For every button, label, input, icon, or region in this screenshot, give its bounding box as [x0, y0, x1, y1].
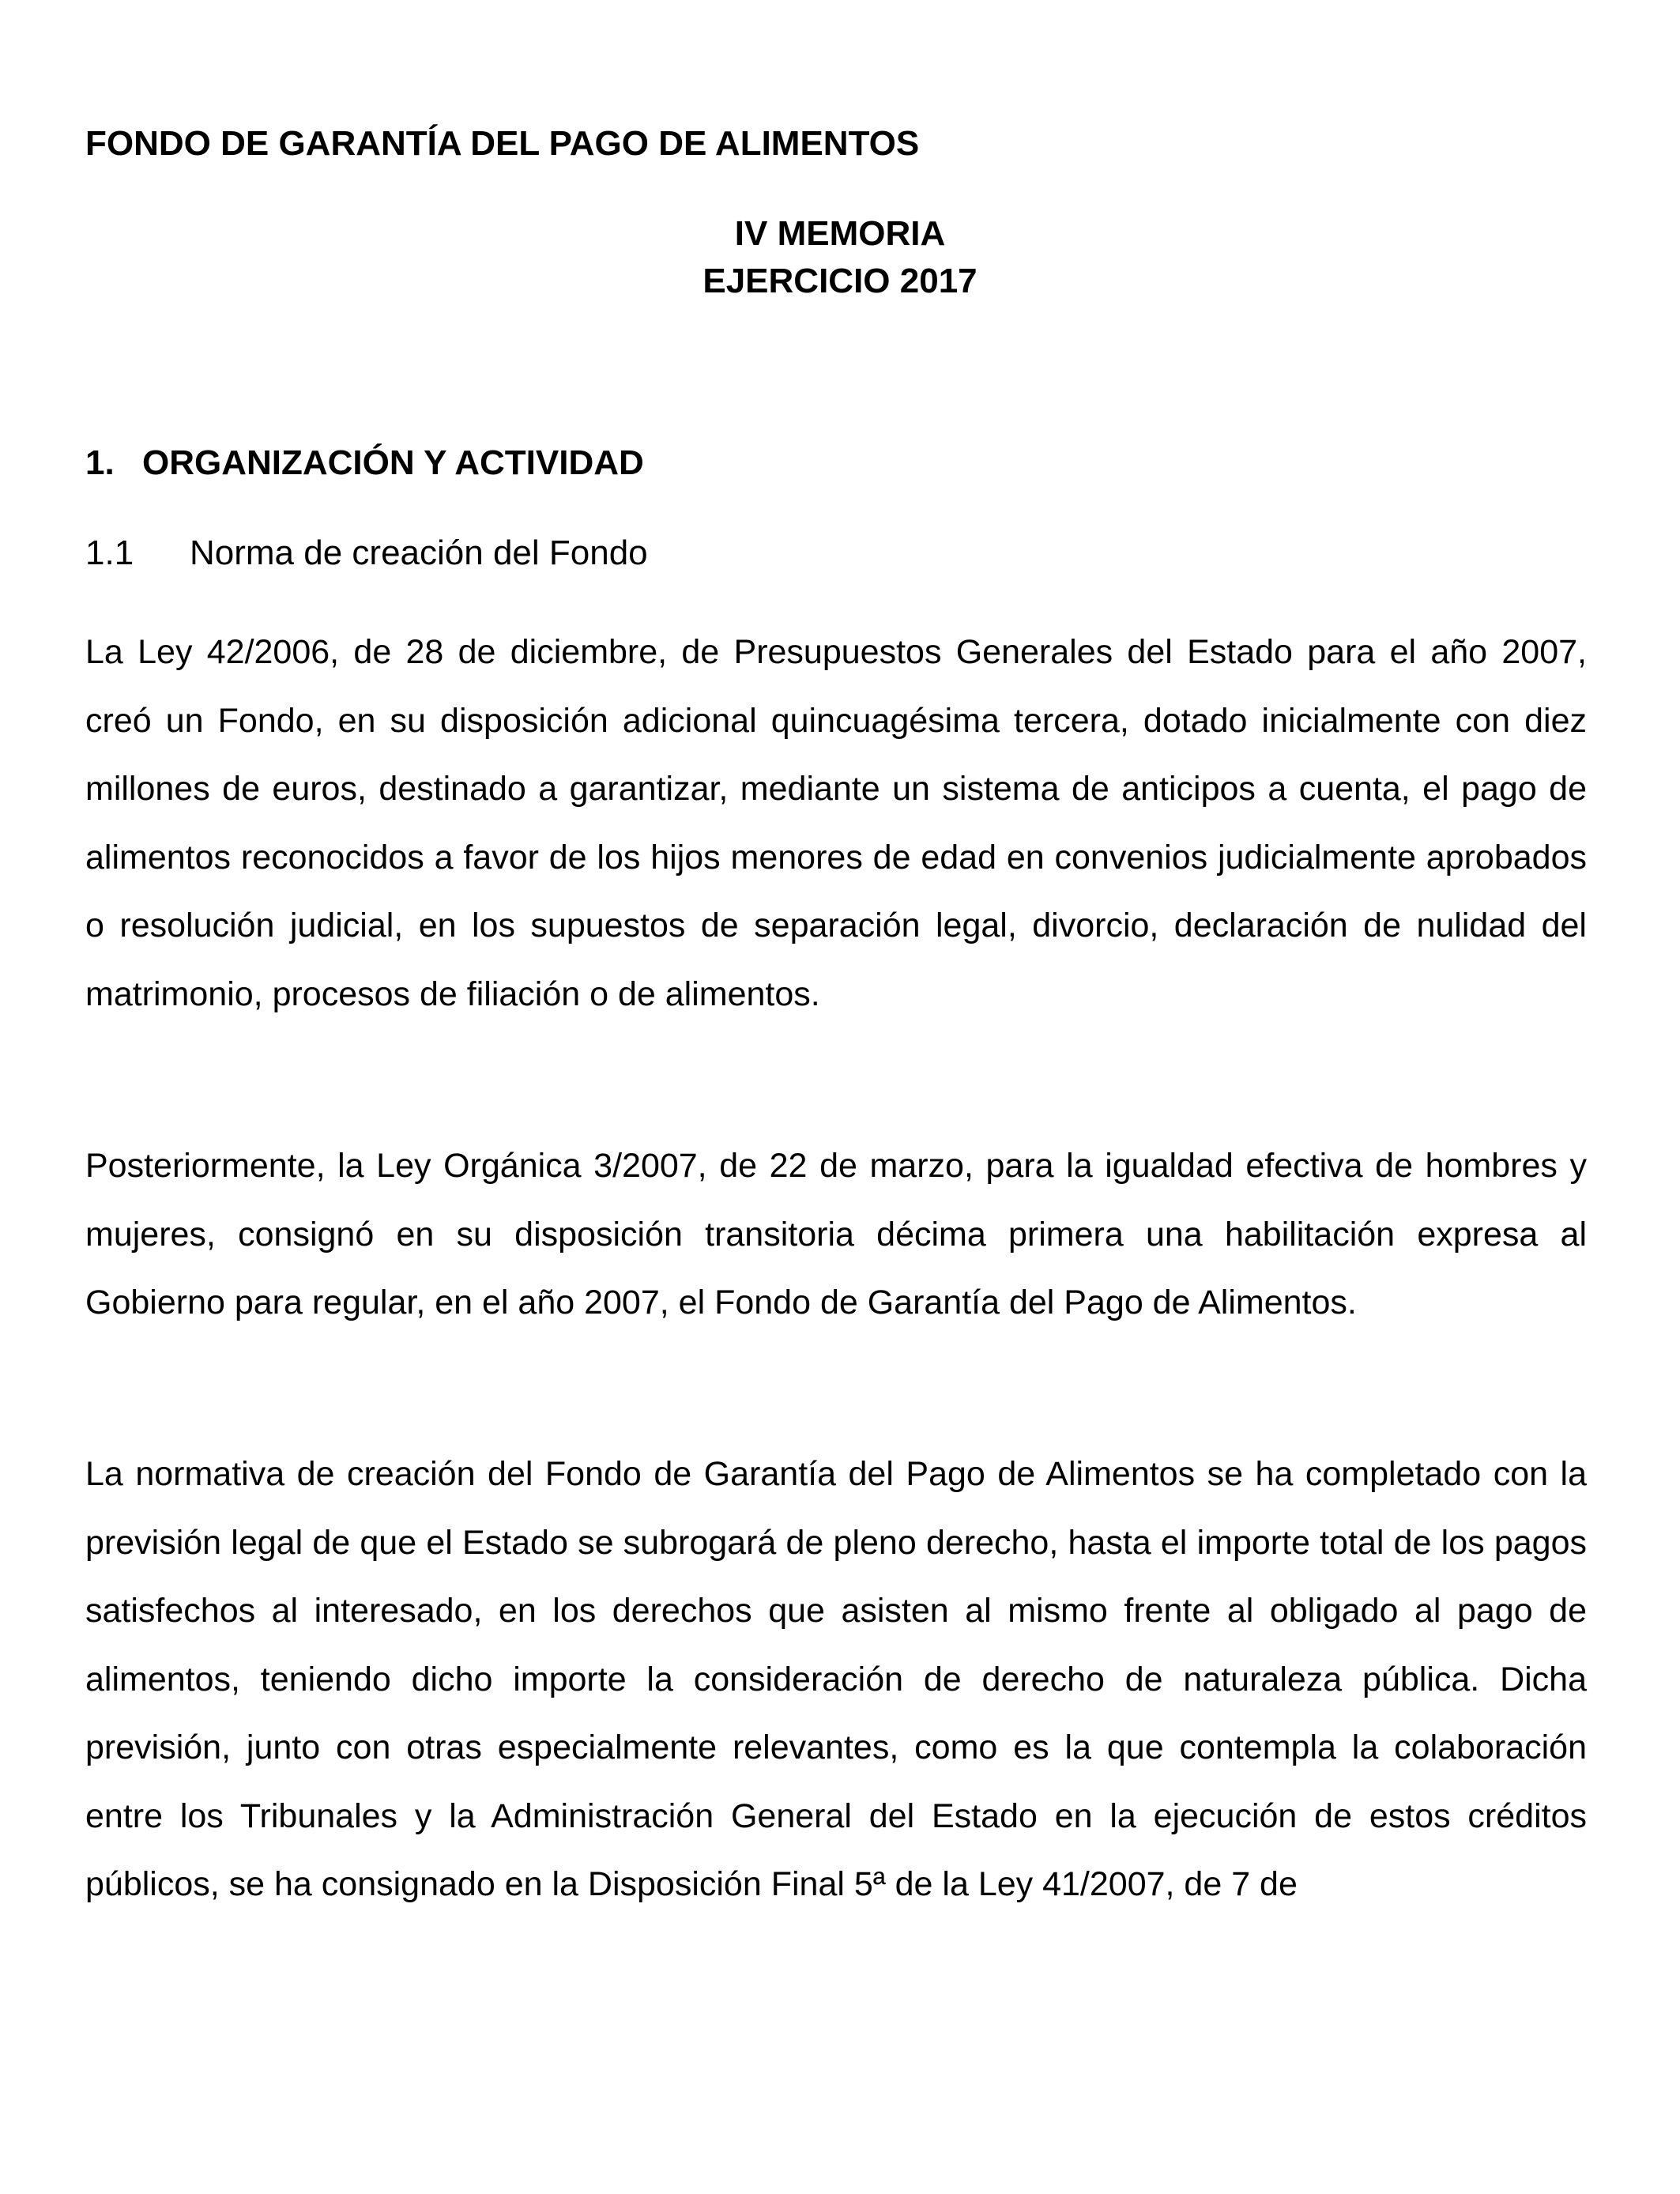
memoria-title: IV MEMORIA: [734, 214, 946, 253]
section-heading: [85, 439, 644, 487]
paragraph: La Ley 42/2006, de 28 de diciembre, de Presupuestos Generales del Estado para el año 2007, creó un Fondo, en su disposición adicional quincuagésima tercera, dotado inicialmente con diez millones de euros, destinado a garantizar, mediante un sistema de anticipos a cuenta, el pago de alimentos reconocidos a favor de los hijos menores de edad en convenios judicialmente aprobados o resolución judicial, en los supuestos de separación legal, divorcio, declaración de nulidad del matrimonio, procesos de filiación o de alimentos.: [85, 633, 1587, 1013]
document-title: FONDO DE GARANTÍA DEL PAGO DE ALIMENTOS: [85, 124, 920, 163]
subsection-number: 1.1: [85, 533, 134, 572]
exercise-year: EJERCICIO 2017: [703, 262, 977, 300]
section-number: 1.: [85, 443, 115, 482]
subsection-heading: [85, 530, 648, 577]
section-title: ORGANIZACIÓN Y ACTIVIDAD: [142, 443, 644, 482]
subsection-title: Norma de creación del Fondo: [190, 533, 648, 572]
paragraph: Posteriormente, la Ley Orgánica 3/2007, de 22 de marzo, para la igualdad efectiva de hombres y mujeres, consignó en su disposición transitoria décima primera una habilitación expresa al Gobierno para regular, en el año 2007, el Fondo de Garantía del Pago de Alimentos.: [85, 1147, 1587, 1321]
paragraph: La normativa de creación del Fondo de Garantía del Pago de Alimentos se ha completado con la previsión legal de que el Estado se subrogará de pleno derecho, hasta el importe total de los pagos satisfechos al interesado, en los derechos que asisten al mismo frente al obligado al pago de alimentos, teniendo dicho importe la consideración de derecho de naturaleza pública. Dicha previsión, junto con otras especialmente relevantes, como es la que contempla la colaboración entre los Tribunales y la Administración General del Estado en la ejecución de estos créditos públicos, se ha consignado en la Disposición Final 5ª de la Ley 41/2007, de 7 de: [85, 1455, 1587, 1903]
